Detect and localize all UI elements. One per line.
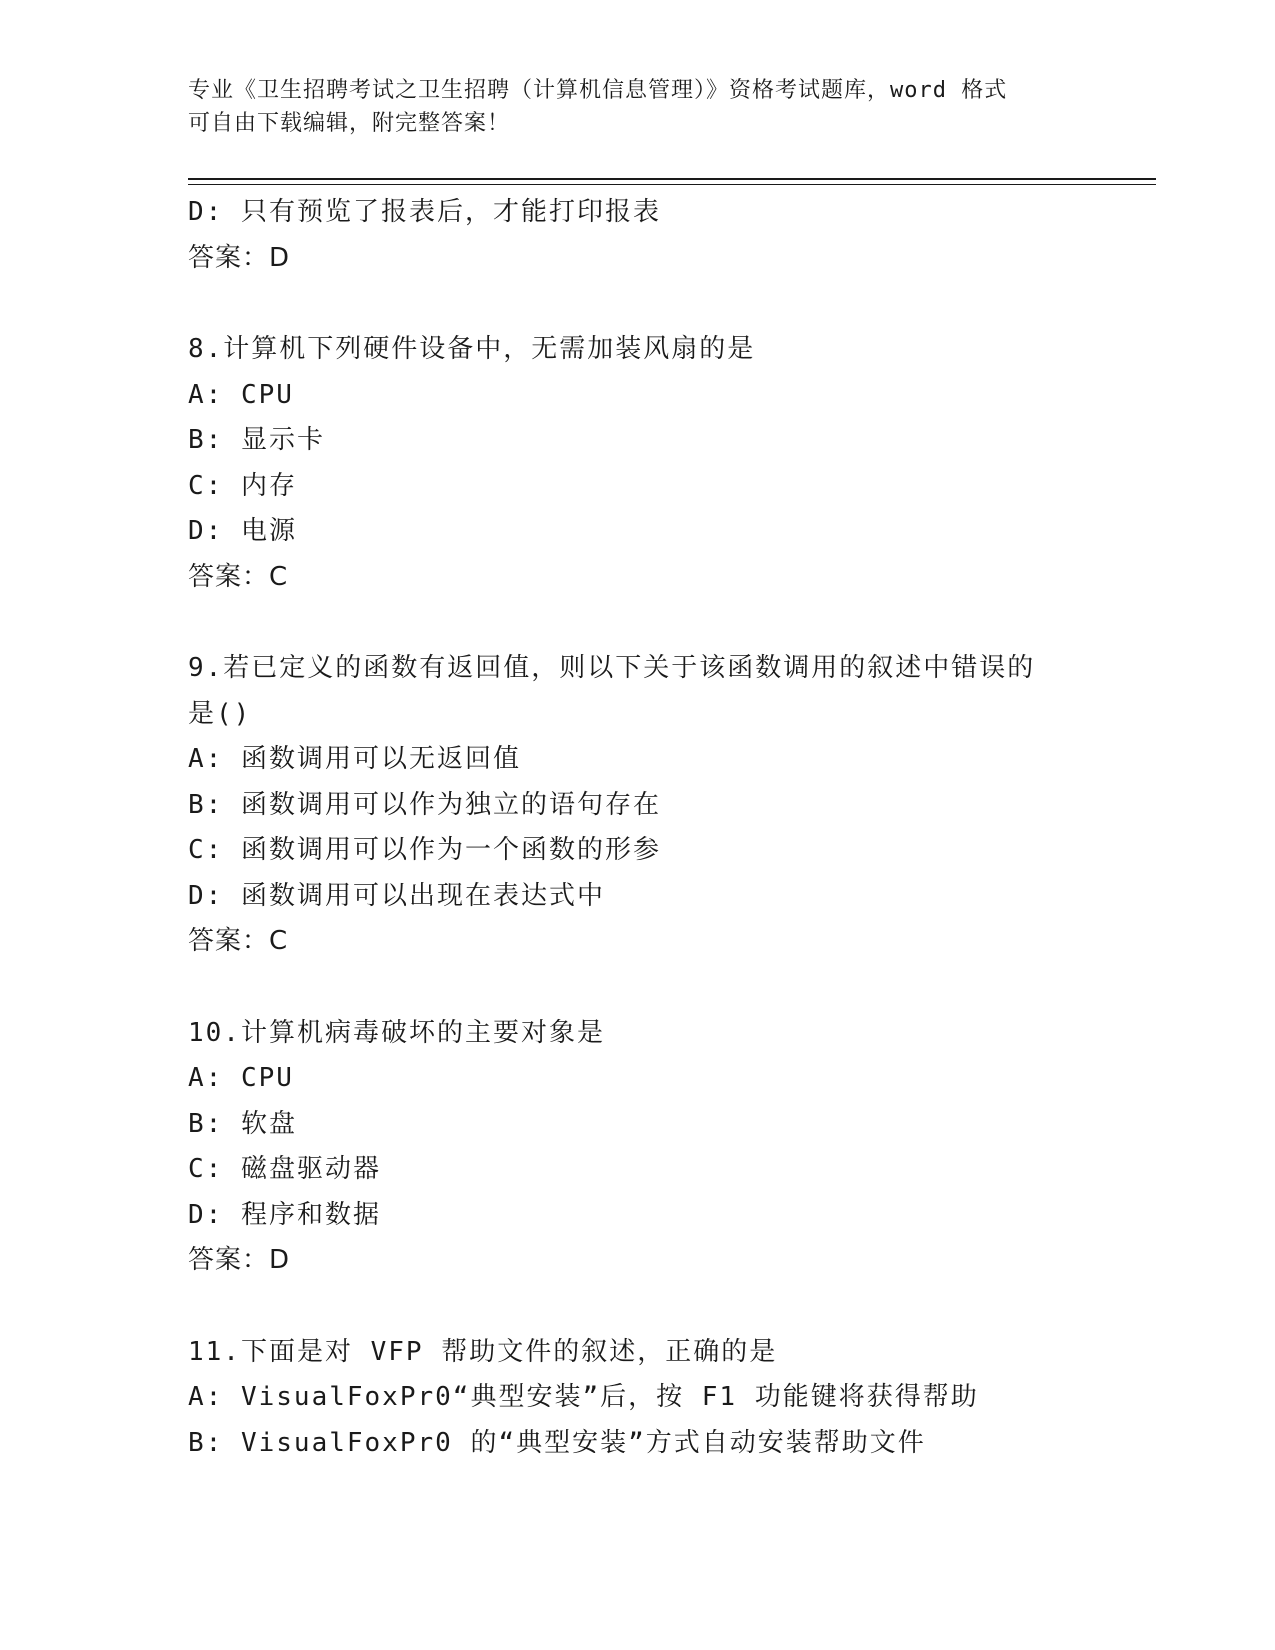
- question-8-option-a: A: CPU: [188, 379, 294, 410]
- question-10-answer: 答案：D: [188, 1245, 291, 1275]
- header-rule-thin: [188, 184, 1156, 185]
- spacer: [188, 965, 1088, 1011]
- question-10-option-c: C: 磁盘驱动器: [188, 1154, 381, 1184]
- prev-answer: 答案：D: [188, 242, 291, 273]
- question-9-option-a: A: 函数调用可以无返回值: [188, 744, 521, 774]
- document-header: [188, 74, 1088, 140]
- question-10-option-d: D: 程序和数据: [188, 1199, 381, 1230]
- question-9-option-d: D: 函数调用可以出现在表达式中: [188, 880, 605, 911]
- question-10-option-a: A: CPU: [188, 1063, 294, 1093]
- header-line-1: 专业《卫生招聘考试之卫生招聘（计算机信息管理）》资格考试题库，word 格式: [188, 78, 1008, 103]
- question-9-stem-line-1: 9.若已定义的函数有返回值，则以下关于该函数调用的叙述中错误的: [188, 653, 1036, 683]
- question-8-option-b: B: 显示卡: [188, 425, 325, 455]
- question-8-answer: 答案：C: [188, 561, 289, 592]
- question-11-option-b: B: VisualFoxPr0 的“典型安装”方式自动安装帮助文件: [188, 1427, 926, 1458]
- spacer: [188, 281, 1088, 327]
- question-9-stem-line-2: 是(): [188, 698, 252, 729]
- question-9-option-b: B: 函数调用可以作为独立的语句存在: [188, 789, 661, 820]
- question-10-stem: 10.计算机病毒破坏的主要对象是: [188, 1017, 605, 1048]
- spacer: [188, 1284, 1088, 1330]
- header-line-2: 可自由下载编辑，附完整答案！: [188, 111, 511, 136]
- question-content: [188, 190, 1088, 1466]
- question-11-stem: 11.下面是对 VFP 帮助文件的叙述，正确的是: [188, 1336, 778, 1367]
- question-11-option-a: A: VisualFoxPr0“典型安装”后，按 F1 功能键将获得帮助: [188, 1382, 979, 1412]
- spacer: [188, 600, 1088, 646]
- question-8-option-d: D: 电源: [188, 516, 297, 546]
- question-8-stem: 8.计算机下列硬件设备中，无需加装风扇的是: [188, 334, 756, 364]
- question-8-option-c: C: 内存: [188, 470, 297, 501]
- prev-option-d: D: 只有预览了报表后，才能打印报表: [188, 197, 661, 227]
- question-9-option-c: C: 函数调用可以作为一个函数的形参: [188, 835, 661, 865]
- question-10-option-b: B: 软盘: [188, 1108, 297, 1139]
- question-9-answer: 答案：C: [188, 926, 289, 956]
- header-rule-thick: [188, 178, 1156, 180]
